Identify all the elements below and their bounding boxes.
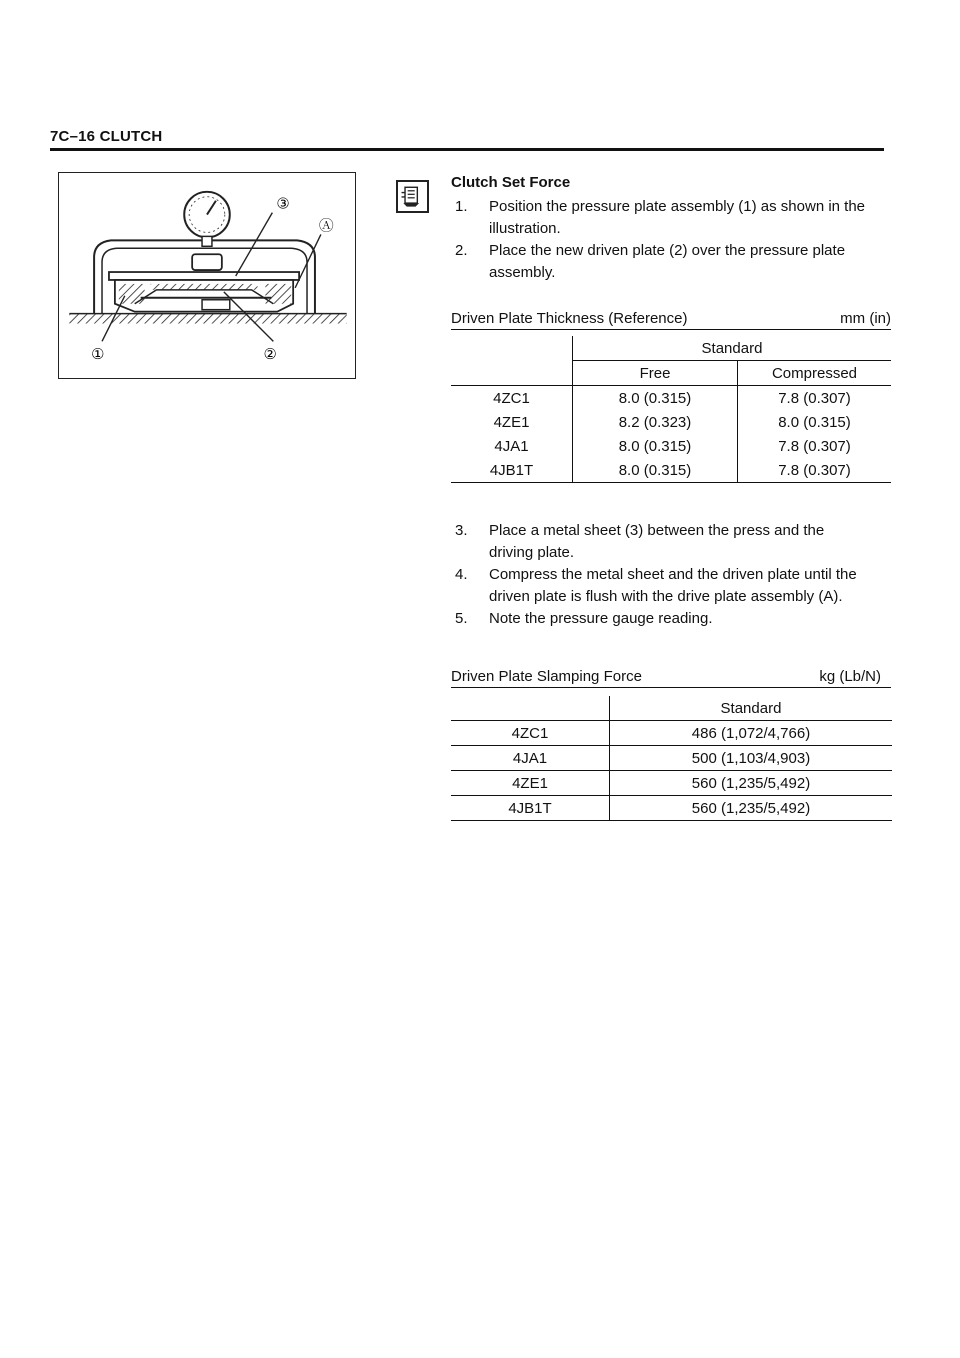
compressed-cell: 7.8 (0.307) xyxy=(738,434,892,458)
table-row xyxy=(451,771,892,796)
force-cell: 560 (1,235/5,492) xyxy=(610,796,893,821)
model-cell: 4ZE1 xyxy=(493,413,530,431)
step-number: 2. xyxy=(455,242,468,259)
callout-2: ② xyxy=(263,345,277,364)
thickness-table xyxy=(451,336,891,483)
free-header: Free xyxy=(573,361,738,386)
press-diagram xyxy=(59,173,355,378)
step-number: 1. xyxy=(455,198,468,215)
standard-header: Standard xyxy=(573,336,892,361)
step-number: 5. xyxy=(455,610,468,627)
force-cell: 486 (1,072/4,766) xyxy=(610,721,893,746)
table-corner-cell xyxy=(451,336,573,361)
step-item xyxy=(451,520,871,564)
thickness-unit: mm (in) xyxy=(840,310,891,327)
compressed-cell: 7.8 (0.307) xyxy=(738,386,892,411)
free-cell: 8.0 (0.315) xyxy=(573,434,738,458)
step-number: 4. xyxy=(455,566,468,583)
step-text: Note the pressure gauge reading. xyxy=(489,610,713,627)
section-title: Clutch Set Force xyxy=(451,174,571,191)
model-cell: 4JA1 xyxy=(451,746,610,771)
pressure-plate-illustration xyxy=(58,172,356,379)
force-caption-text: Driven Plate Slamping Force xyxy=(451,668,642,685)
model-cell: 4JB1T xyxy=(451,458,573,483)
callout-1: ① xyxy=(91,345,105,364)
compressed-header: Compressed xyxy=(738,361,892,386)
free-cell: 8.2 (0.323) xyxy=(573,410,738,434)
free-cell: 8.0 (0.315) xyxy=(573,386,738,411)
model-cell: 4JB1T xyxy=(451,796,610,821)
step-text: Position the pressure plate assembly (1) as shown in the illustration. xyxy=(489,198,866,237)
callout-a: Ⓐ xyxy=(318,216,334,235)
thickness-caption-text: Driven Plate Thickness (Reference) xyxy=(451,310,688,327)
model-cell: 4ZC1 xyxy=(493,389,530,407)
table-row xyxy=(451,410,891,434)
step-item xyxy=(451,240,871,284)
step-item xyxy=(451,608,871,630)
step-item xyxy=(451,564,871,608)
table-corner-cell xyxy=(451,361,573,386)
table-row xyxy=(451,434,891,458)
force-table-caption xyxy=(451,668,891,688)
table-row xyxy=(451,746,892,771)
steps-list-b xyxy=(451,520,871,630)
step-text: Compress the metal sheet and the driven plate until the driven plate is flush with the drive plate assembly (A). xyxy=(489,566,857,605)
step-text: Place the new driven plate (2) over the pressure plate assembly. xyxy=(489,242,846,281)
table-corner-cell xyxy=(451,696,610,721)
model-cell: 4JA1 xyxy=(494,437,529,455)
step-number: 3. xyxy=(455,522,468,539)
force-cell: 500 (1,103/4,903) xyxy=(610,746,893,771)
force-table xyxy=(451,696,892,821)
header-rule xyxy=(50,148,884,151)
compressed-cell: 8.0 (0.315) xyxy=(738,410,892,434)
step-item xyxy=(451,196,871,240)
table-row xyxy=(451,386,891,411)
compressed-cell: 7.8 (0.307) xyxy=(738,458,892,483)
steps-list-a xyxy=(451,196,871,284)
free-cell: 8.0 (0.315) xyxy=(573,458,738,483)
special-tool-icon xyxy=(396,180,429,213)
model-cell: 4ZC1 xyxy=(451,721,610,746)
step-text: Place a metal sheet (3) between the press and the driving plate. xyxy=(489,522,825,561)
standard-header: Standard xyxy=(610,696,893,721)
table-row xyxy=(451,721,892,746)
force-cell: 560 (1,235/5,492) xyxy=(610,771,893,796)
page-header: 7C–16 CLUTCH xyxy=(50,128,163,145)
table-row xyxy=(451,796,892,821)
model-cell: 4ZE1 xyxy=(451,771,610,796)
thickness-table-caption xyxy=(451,310,891,330)
callout-3: ③ xyxy=(276,194,290,213)
force-unit: kg (Lb/N) xyxy=(819,668,881,685)
table-row xyxy=(451,458,891,483)
